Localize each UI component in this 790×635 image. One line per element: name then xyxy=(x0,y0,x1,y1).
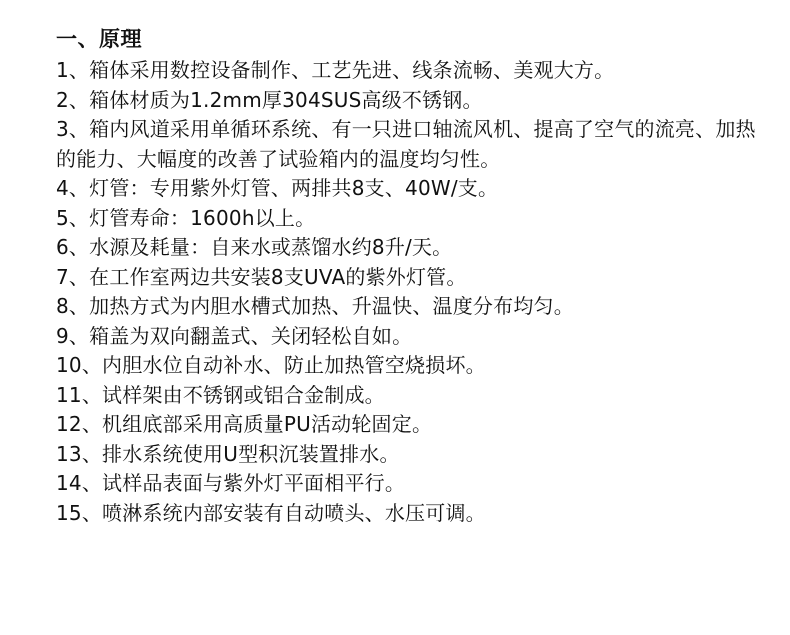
list-item: 6、水源及耗量：自来水或蒸馏水约8升/天。 xyxy=(56,235,453,259)
list-item: 9、箱盖为双向翻盖式、关闭轻松自如。 xyxy=(56,323,413,348)
document-body xyxy=(56,22,776,528)
list-item: 7、在工作室两边共安装8支UVA的紫外灯管。 xyxy=(56,264,467,289)
principle-list xyxy=(56,56,776,528)
list-item: 13、排水系统使用U型积沉装置排水。 xyxy=(56,441,400,466)
list-item: 4、灯管：专用紫外灯管、两排共8支、40W/支。 xyxy=(56,176,499,200)
section-heading: 一、原理 xyxy=(56,27,142,51)
list-item: 14、试样品表面与紫外灯平面相平行。 xyxy=(56,471,406,495)
list-item: 1、箱体采用数控设备制作、工艺先进、线条流畅、美观大方。 xyxy=(56,58,615,82)
list-item: 12、机组底部采用高质量PU活动轮固定。 xyxy=(56,412,433,436)
list-item: 10、内胆水位自动补水、防止加热管空烧损坏。 xyxy=(56,353,486,377)
list-item: 3、箱内风道采用单循环系统、有一只进口轴流风机、提高了空气的流亮、加热的能力、大幅度的改善了试验箱内的温度均匀性。 xyxy=(56,117,756,171)
list-item: 2、箱体材质为1.2mm厚304SUS高级不锈钢。 xyxy=(56,87,483,112)
list-item: 8、加热方式为内胆水槽式加热、升温快、温度分布均匀。 xyxy=(56,294,574,318)
list-item: 5、灯管寿命：1600h以上。 xyxy=(56,205,316,230)
list-item: 11、试样架由不锈钢或铝合金制成。 xyxy=(56,382,385,407)
list-item: 15、喷淋系统内部安装有自动喷头、水压可调。 xyxy=(56,500,486,525)
